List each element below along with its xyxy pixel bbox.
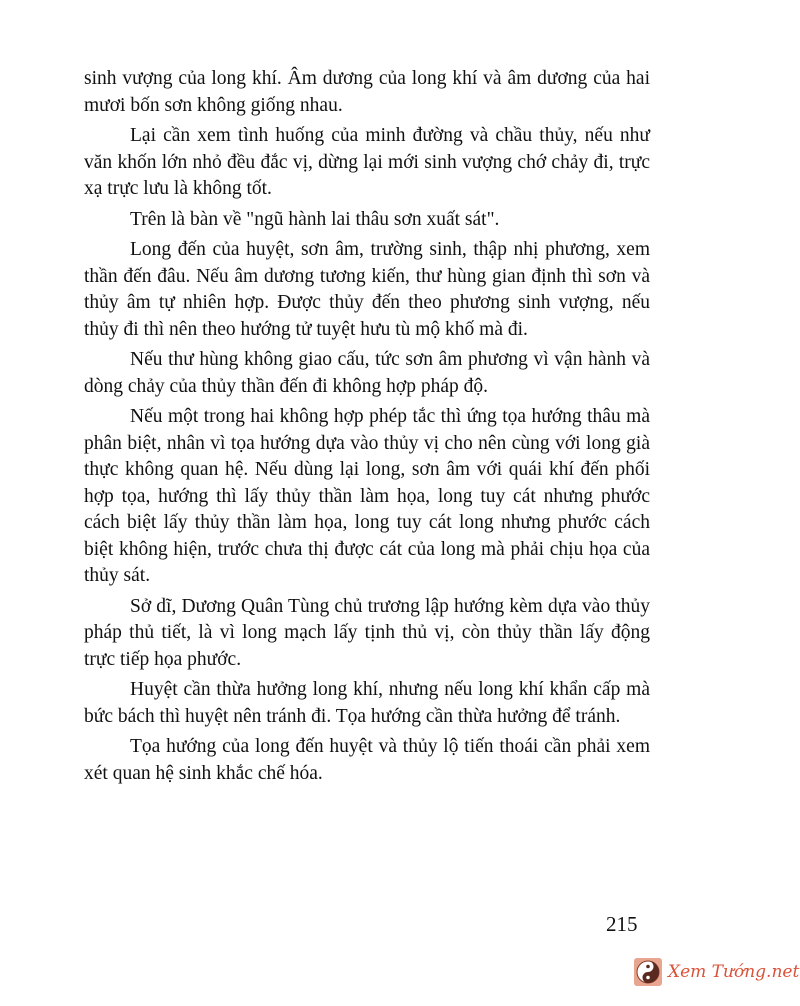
site-watermark: [634, 956, 800, 988]
paragraph-9: Tọa hướng của long đến huyệt và thủy lộ tiến thoái cần phải xem xét quan hệ sinh khắc chế hóa.: [84, 736, 650, 784]
paragraph-2: Lại cần xem tình huống của minh đường và chầu thủy, nếu như văn khốn lớn nhỏ đều đắc vị, dừng lại mới sinh vượng chớ chảy đi, trực xạ trực lưu là không tốt.: [84, 125, 650, 199]
page-number: 215: [606, 912, 638, 936]
watermark-text: Xem Tướng.net: [668, 962, 800, 982]
paragraph-6: Nếu một trong hai không hợp phép tắc thì ứng tọa hướng thâu mà phân biệt, nhân vì tọa hướng dựa vào thủy vị cho nên cùng với long già thực không quan hệ. Nếu dùng lại long, sơn âm với quái khí đến phối hợp tọa, hướng thì lấy thủy thần làm họa, long tuy cát nhưng phước cách biệt lấy thủy thần làm họa, long tuy cát long nhưng phước cách biệt không hiện, trước chưa thị được cát của long mà phải chịu họa của thủy sát.: [84, 406, 650, 586]
paragraph-8: Huyệt cần thừa hưởng long khí, nhưng nếu long khí khẩn cấp mà bức bách thì huyệt nên tránh đi. Tọa hướng cần thừa hưởng để tránh.: [84, 679, 650, 727]
yin-yang-icon: [634, 958, 662, 986]
paragraph-7: Sở dĩ, Dương Quân Tùng chủ trương lập hướng kèm dựa vào thủy pháp thủ tiết, là vì long mạch lấy tịnh thủ vị, còn thủy thần lấy động trực tiếp họa phước.: [84, 595, 650, 670]
paragraph-4: Long đến của huyệt, sơn âm, trường sinh, thập nhị phương, xem thần đến đâu. Nếu âm dương tương kiến, thư hùng gian định thì sơn và thủy âm tự nhiên hợp. Được thủy đến theo phương sinh vượng, nếu thủy đi thì nên theo hướng tử tuyệt hưu tù mộ khố mà đi.: [84, 239, 650, 340]
paragraph-3: Trên là bàn về "ngũ hành lai thâu sơn xuất sát".: [130, 208, 500, 230]
paragraph-5: Nếu thư hùng không giao cấu, tức sơn âm phương vì vận hành và dòng chảy của thủy thần đến đi không hợp pháp độ.: [84, 349, 650, 397]
page-body-text: [84, 66, 650, 791]
paragraph-1: sinh vượng của long khí. Âm dương của long khí và âm dương của hai mươi bốn sơn không giống nhau.: [84, 68, 650, 116]
